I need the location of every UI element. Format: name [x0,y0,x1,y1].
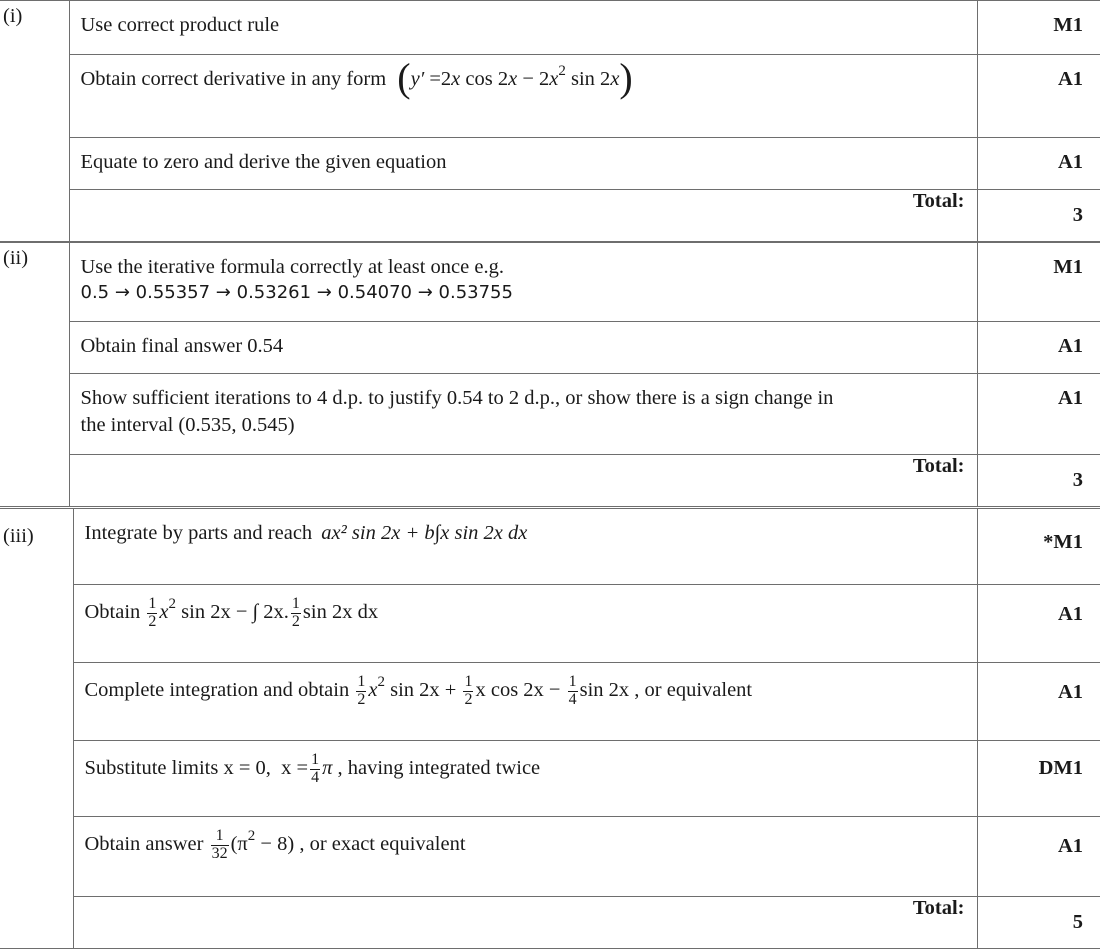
total-label: Total: [73,897,977,949]
integral-expression: $\frac{1}{2}$ $x^2$ sin 2x − ∫ 2x. $\frac{1}{2}$ sin 2x dx [148,595,379,630]
part-label: (i) [0,1,69,242]
parts-expression: ax² sin 2x + b∫x sin 2x dx [321,522,528,544]
section-i-table [0,0,1100,242]
criterion-cell [69,374,977,455]
criterion-suffix: , having integrated twice [337,757,541,779]
criterion-text: Obtain final answer 0.54 [69,322,977,374]
criterion-suffix: , or exact equivalent [299,833,466,855]
table-row [0,243,1100,322]
criterion-text: Substitute limits [84,757,219,779]
limits-expression: x = 0, x = $\frac{1}{4}$ π [223,751,333,786]
answer-expression: $\frac{1}{32}$ $(\pi^2 - 8)$ [211,827,295,862]
table-row [0,509,1100,585]
iteration-sequence: 0.5 → 0.55357 → 0.53261 → 0.54070 → 0.53755 [80,281,513,303]
total-label: Total: [69,455,977,507]
mark-code: A1 [977,663,1100,741]
mark-code: A1 [977,322,1100,374]
table-row [0,741,1100,817]
criterion-text: Complete integration and obtain [84,679,350,701]
criterion-text: Obtain answer [84,833,204,855]
criterion-cell [73,509,977,585]
mark-code: A1 [977,55,1100,138]
total-value: 5 [977,897,1100,949]
mark-code: DM1 [977,741,1100,817]
criterion-cell [69,243,977,322]
criterion-suffix: , or equivalent [634,679,753,701]
criterion-text: Obtain correct derivative in any form [80,68,387,90]
criterion-text: Show sufficient iterations to 4 d.p. to justify 0.54 to 2 d.p., or show there is a sign change in [80,387,834,409]
total-label: Total: [69,190,977,242]
criterion-cell [69,55,977,138]
table-row [0,374,1100,455]
criterion-text: Use correct product rule [69,1,977,55]
table-row [0,585,1100,663]
derivative-expression: (y′ =2x $\cos 2x - 2x^2$ sin 2x) [397,55,633,101]
mark-code: A1 [977,374,1100,455]
total-row [0,897,1100,949]
total-row [0,190,1100,242]
mark-code: A1 [977,585,1100,663]
mark-code: M1 [977,243,1100,322]
total-row [0,455,1100,507]
criterion-cell [73,663,977,741]
criterion-text-line2: the interval (0.535, 0.545) [80,413,295,436]
section-iii-table [0,508,1100,949]
part-label: (iii) [0,509,73,949]
section-ii-table [0,242,1100,507]
criterion-text: Use the iterative formula correctly at least once e.g. [80,256,504,278]
mark-code: *M1 [977,509,1100,585]
criterion-cell [73,817,977,897]
table-row [0,663,1100,741]
part-label: (ii) [0,243,69,507]
mark-code: A1 [977,138,1100,190]
mark-code: M1 [977,1,1100,55]
table-row [0,817,1100,897]
criterion-cell [73,585,977,663]
table-row [0,322,1100,374]
table-row [0,55,1100,138]
integration-result: $\frac{1}{2}$ $x^2$ sin 2x + $\frac{1}{2}$ x cos 2x − $\frac{1}{4}$ sin 2x [357,673,630,708]
table-row [0,138,1100,190]
table-row [0,1,1100,55]
total-value: 3 [977,455,1100,507]
criterion-cell [73,741,977,817]
total-value: 3 [977,190,1100,242]
criterion-text: Equate to zero and derive the given equation [69,138,977,190]
criterion-text: Integrate by parts and reach [84,522,313,544]
criterion-text: Obtain [84,601,141,623]
mark-code: A1 [977,817,1100,897]
